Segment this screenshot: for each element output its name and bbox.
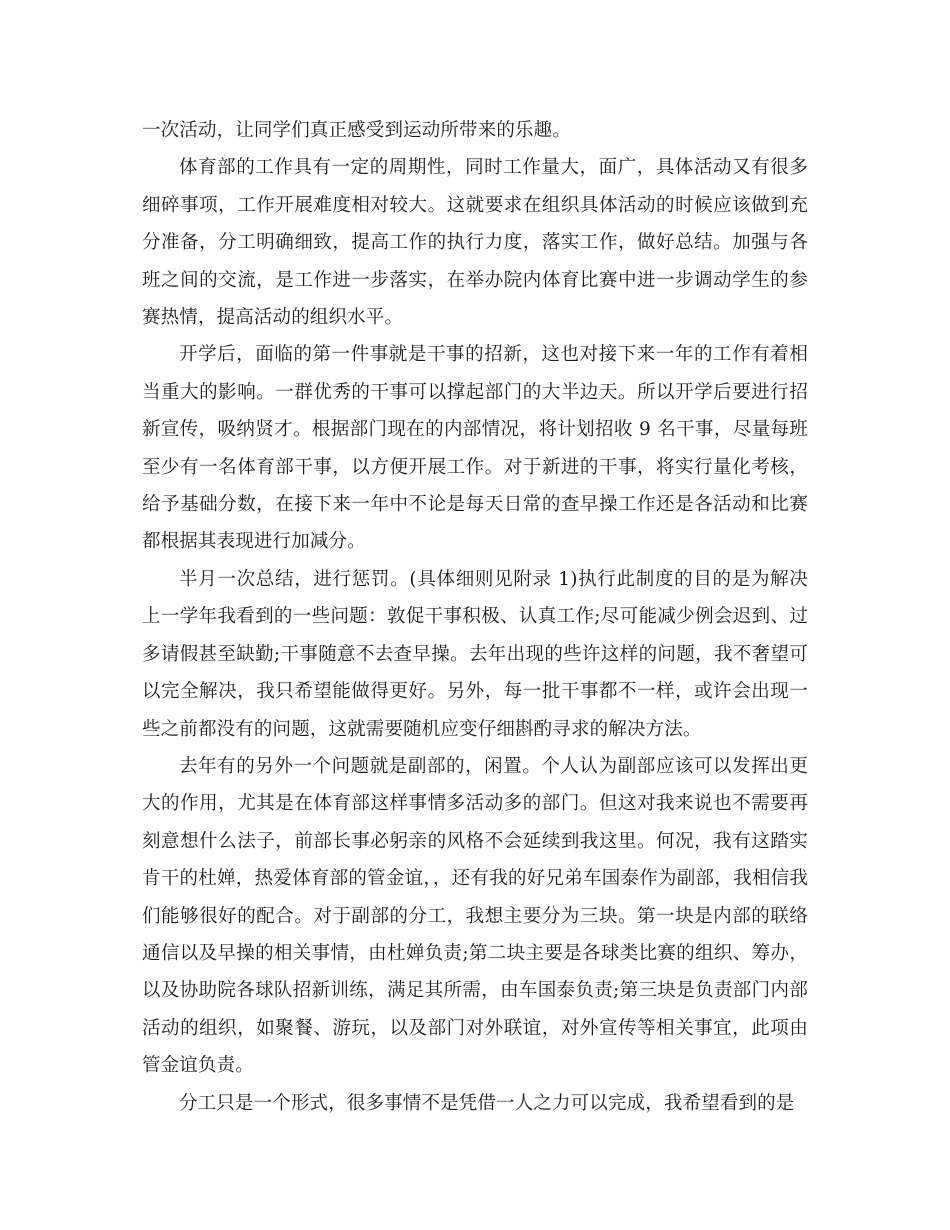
paragraph-5: 去年有的另外一个问题就是副部的，闲置。个人认为副部应该可以发挥出更大的作用，尤其是在体育部这样事情多活动多的部门。但这对我来说也不需要再刻意想什么法子，前部长事必躬亲的风格不会延续到我这里。何况，我有这踏实肯干的杜婵，热爱体育部的管金谊，，还有我的好兄弟车国泰作为副部，我相信我们能够很好的配合。对于副部的分工，我想主要分为三块。第一块是内部的联络通信以及早操的相关事情，由杜婵负责;第二块主要是各球类比赛的组织、筹办，以及协助院各球队招新训练，满足其所需，由车国泰负责;第三块是负责部门内部活动的组织，如聚餐、游玩，以及部门对外联谊，对外宣传等相关事宜，此项由管金谊负责。 — [142, 755, 808, 1077]
document-page — [142, 112, 808, 1122]
paragraph-1: 一次活动，让同学们真正感受到运动所带来的乐趣。 — [142, 120, 571, 141]
paragraph-3: 开学后，面临的第一件事就是干事的招新，这也对接下来一年的工作有着相当重大的影响。一群优秀的干事可以撑起部门的大半边天。所以开学后要进行招新宣传，吸纳贤才。根据部门现在的内部情况，将计划招收 9 名干事，尽量每班至少有一名体育部干事，以方便开展工作。对于新进的干事，将实行量化考核，给予基础分数，在接下来一年中不论是每天日常的查早操工作还是各活动和比赛都根据其表现进行加减分。 — [142, 344, 808, 553]
paragraph-6: 分工只是一个形式，很多事情不是凭借一人之力可以完成，我希望看到的是 — [179, 1092, 795, 1114]
paragraph-4: 半月一次总结，进行惩罚。(具体细则见附录 1)执行此制度的目的是为解决上一学年我看到的一些问题：敦促干事积极、认真工作;尽可能减少例会迟到、过多请假甚至缺勤;干事随意不去查早操。去年出现的些许这样的问题，我不奢望可以完全解决，我只希望能做得更好。另外，每一批干事都不一样，或许会出现一些之前都没有的问题，这就需要随机应变仔细斟酌寻求的解决方法。 — [142, 568, 808, 740]
paragraph-2: 体育部的工作具有一定的周期性，同时工作量大，面广，具体活动又有很多细碎事项，工作开展难度相对较大。这就要求在组织具体活动的时候应该做到充分准备，分工明确细致，提高工作的执行力度，落实工作，做好总结。加强与各班之间的交流，是工作进一步落实，在举办院内体育比赛中进一步调动学生的参赛热情，提高活动的组织水平。 — [142, 157, 808, 329]
